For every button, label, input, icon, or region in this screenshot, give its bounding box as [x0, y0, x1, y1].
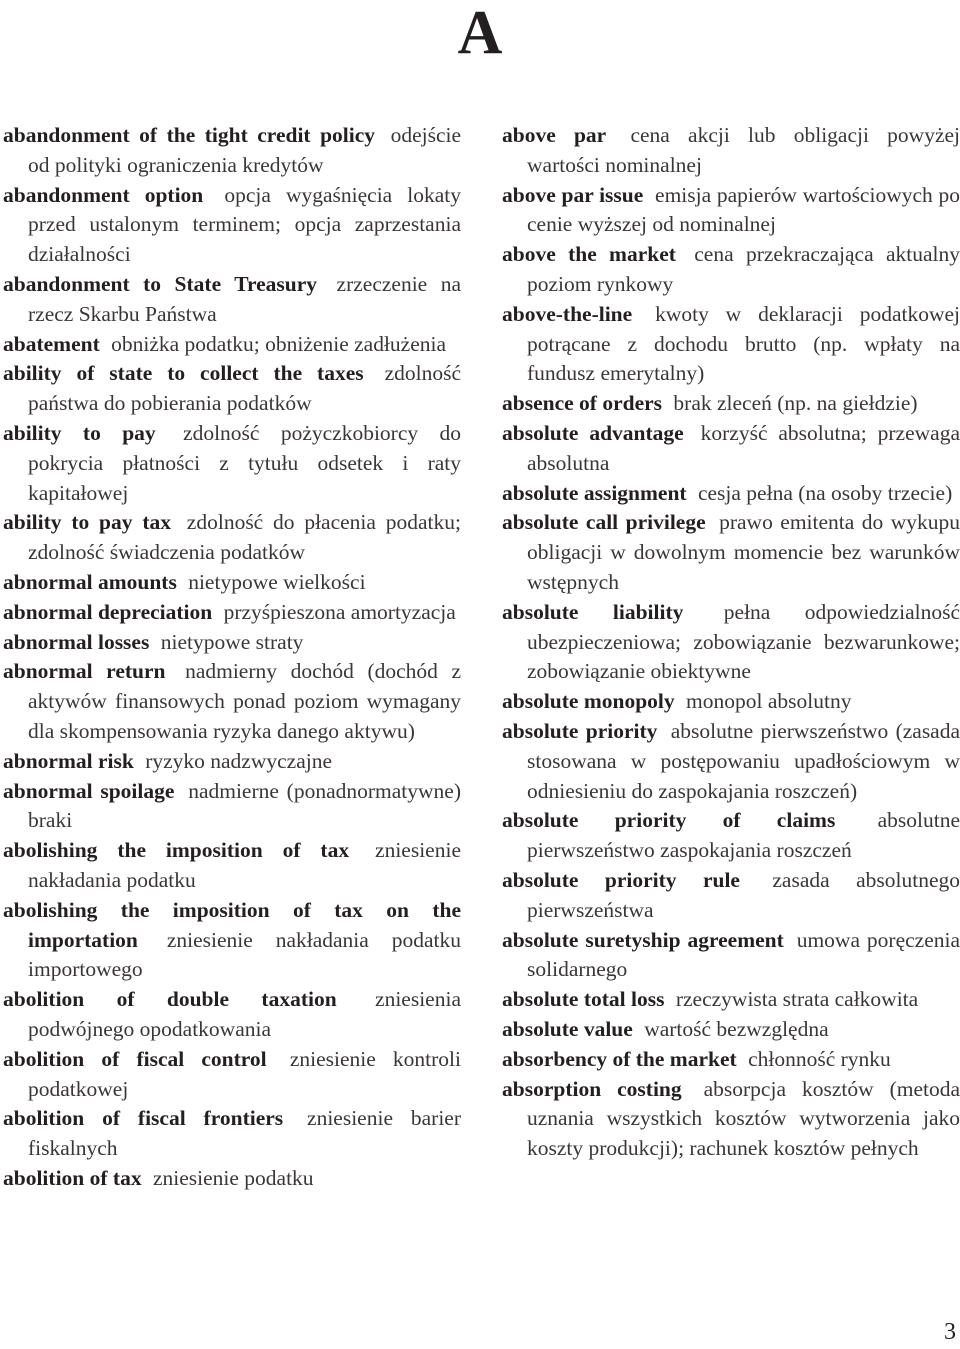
entry-term: absolute call privilege	[502, 510, 706, 535]
dictionary-entry	[3, 598, 461, 628]
entry-term: abnormal risk	[3, 748, 134, 773]
dictionary-entry	[3, 359, 461, 419]
entry-definition: wartość bezwzględna	[644, 1016, 829, 1041]
entry-term: abolition of tax	[3, 1165, 142, 1190]
entry-definition: chłonność rynku	[748, 1046, 891, 1071]
entry-term: abandonment of the tight credit policy	[3, 123, 376, 147]
entry-definition: korzyść absolutna; przewaga absolutna	[527, 420, 960, 475]
entry-definition: zniesienie nakładania podatku importowego	[28, 927, 461, 982]
entry-term: abnormal spoilage	[3, 778, 175, 803]
entry-definition: nietypowe straty	[160, 629, 304, 654]
entry-term: absolute monopoly	[502, 689, 675, 714]
entry-term: abandonment option	[3, 182, 204, 207]
entry-term: abolishing the imposition of tax	[3, 838, 350, 863]
entry-definition: emisja papierów wartościowych po cenie wyższej od nominalnej	[527, 182, 960, 237]
entry-definition: kwoty w deklaracji podatkowej potrącane z dochodu brutto (np. wpłaty na fundusz emerytalny)	[527, 301, 960, 386]
dictionary-entry	[502, 419, 960, 479]
dictionary-entry	[3, 657, 461, 746]
dictionary-entry	[502, 598, 960, 687]
entry-term: absence of orders	[502, 391, 663, 416]
entry-term: absolute priority rule	[502, 867, 740, 892]
entry-term: abatement	[3, 331, 100, 356]
entry-term: above par	[502, 123, 607, 147]
entry-term: absolute value	[502, 1016, 633, 1041]
entry-definition: zniesienie podatku	[152, 1165, 314, 1190]
entry-definition: monopol absolutny	[686, 689, 852, 714]
entry-definition: umowa poręczenia solidarnego	[527, 927, 960, 982]
entry-definition: absolutne pierwszeństwo (zasada stosowana w postępowaniu upadłościowym w odniesieniu do zaspokajania roszczeń)	[527, 718, 960, 803]
entry-term: absolute priority of claims	[502, 808, 836, 833]
entry-definition: przyśpieszona amortyzacja	[223, 599, 456, 624]
entry-term: abandonment to State Treasury	[3, 271, 318, 296]
entry-term: absolute total loss	[502, 987, 665, 1012]
entry-definition: zdolność państwa do pobierania podatków	[28, 361, 461, 416]
dictionary-entry	[502, 479, 960, 509]
entry-term: abolishing the imposition of tax on the importation	[3, 897, 461, 952]
dictionary-entry	[3, 1045, 461, 1105]
dictionary-entry	[3, 419, 461, 508]
entry-definition: zniesienie kontroli podatkowej	[28, 1046, 461, 1101]
dictionary-entry	[3, 330, 461, 360]
entry-definition: zasada absolutnego pierwszeństwa	[527, 867, 960, 922]
entry-term: absolute priority	[502, 718, 658, 743]
left-column	[3, 121, 461, 1194]
entry-definition: cena akcji lub obligacji powyżej wartości nominalnej	[527, 123, 960, 177]
entry-definition: zrzeczenie na rzecz Skarbu Państwa	[28, 271, 461, 326]
dictionary-entry	[3, 896, 461, 985]
dictionary-entry	[3, 1164, 461, 1194]
dictionary-entry	[502, 121, 960, 181]
section-letter-heading: A	[457, 0, 503, 67]
entry-definition: ryzyko nadzwyczajne	[145, 748, 333, 773]
entry-definition: nadmierne (ponadnormatywne) braki	[28, 778, 462, 833]
entry-term: abnormal losses	[3, 629, 150, 654]
dictionary-entry	[502, 926, 960, 986]
dictionary-entry	[3, 568, 461, 598]
entry-definition: cesja pełna (na osoby trzecie)	[697, 480, 953, 505]
entry-definition: zdolność pożyczkobiorcy do pokrycia płatności z tytułu odsetek i raty kapitałowej	[28, 420, 462, 505]
dictionary-entry	[502, 1045, 960, 1075]
dictionary-entry	[3, 508, 461, 568]
entry-definition: zdolność do płacenia podatku; zdolność świadczenia podatków	[28, 510, 461, 565]
entry-definition: absolutne pierwszeństwo zaspokajania roszczeń	[527, 808, 960, 863]
entry-definition: rzeczywista strata całkowita	[675, 987, 919, 1012]
entry-term: absolute suretyship agreement	[502, 927, 784, 952]
entry-term: absolute liability	[502, 599, 684, 624]
dictionary-entry	[3, 1104, 461, 1164]
right-column	[502, 121, 960, 1164]
dictionary-entry	[502, 300, 960, 389]
dictionary-entry	[502, 389, 960, 419]
entry-term: ability to pay tax	[3, 510, 171, 535]
entry-definition: zniesienie barier fiskalnych	[28, 1106, 461, 1161]
entry-definition: pełna odpowiedzialność ubezpieczeniowa; zobowiązanie bezwarunkowe; zobowiązanie obiektywne	[527, 599, 960, 684]
entry-definition: cena przekraczająca aktualny poziom rynkowy	[527, 242, 960, 296]
dictionary-entry	[3, 121, 461, 181]
entry-term: absolute advantage	[502, 420, 684, 445]
entry-definition: opcja wygaśnięcia lokaty przed ustalonym terminem; opcja zaprzestania działalności	[28, 182, 462, 267]
entry-definition: obniżka podatku; obniżenie zadłużenia	[111, 331, 447, 356]
entry-definition: zniesienia podwójnego opodatkowania	[28, 987, 461, 1041]
entry-term: abolition of fiscal frontiers	[3, 1106, 284, 1131]
dictionary-entry	[502, 508, 960, 597]
entry-term: abnormal depreciation	[3, 599, 213, 624]
dictionary-entry	[502, 240, 960, 300]
dictionary-entry	[502, 866, 960, 926]
dictionary-entry	[3, 985, 461, 1045]
dictionary-entry	[502, 687, 960, 717]
dictionary-entry	[502, 181, 960, 241]
entry-term: above par issue	[502, 182, 644, 207]
dictionary-entry	[3, 836, 461, 896]
dictionary-entry	[3, 181, 461, 270]
entry-definition: nietypowe wielkości	[188, 569, 366, 594]
entry-term: ability of state to collect the taxes	[3, 361, 364, 386]
dictionary-entry	[502, 1075, 960, 1164]
entry-term: abnormal amounts	[3, 569, 177, 594]
entry-term: ability to pay	[3, 420, 156, 445]
dictionary-entry	[502, 1015, 960, 1045]
dictionary-entry	[502, 717, 960, 806]
entry-definition: odejście od polityki ograniczenia kredytów	[28, 123, 462, 177]
dictionary-entry	[3, 747, 461, 777]
entry-definition: nadmierny dochód (dochód z aktywów finansowych ponad poziom wymagany dla skompensowania ryzyka danego aktywu)	[28, 659, 462, 743]
entry-definition: prawo emitenta do wykupu obligacji w dowolnym momencie bez warunków wstępnych	[527, 510, 960, 594]
entry-term: abolition of double taxation	[3, 987, 337, 1012]
dictionary-entry	[3, 628, 461, 658]
entry-term: above-the-line	[502, 301, 633, 326]
entry-term: absolute assignment	[502, 480, 687, 505]
entry-term: absorption costing	[502, 1076, 682, 1101]
entry-term: abolition of fiscal control	[3, 1046, 267, 1071]
entry-term: absorbency of the market	[502, 1046, 737, 1071]
dictionary-entry	[3, 270, 461, 330]
entry-term: abnormal return	[3, 659, 166, 684]
entry-definition: zniesienie nakładania podatku	[28, 838, 461, 892]
dictionary-entry	[502, 806, 960, 866]
entry-definition: absorpcja kosztów (metoda uznania wszystkich kosztów wytworzenia jako koszty produkcji); rachunek kosztów pełnych	[527, 1076, 960, 1161]
page-number: 3	[944, 1319, 956, 1345]
dictionary-entry	[3, 777, 461, 837]
entry-definition: brak zleceń (np. na giełdzie)	[673, 391, 918, 416]
dictionary-entry	[502, 985, 960, 1015]
entry-term: above the market	[502, 242, 676, 267]
